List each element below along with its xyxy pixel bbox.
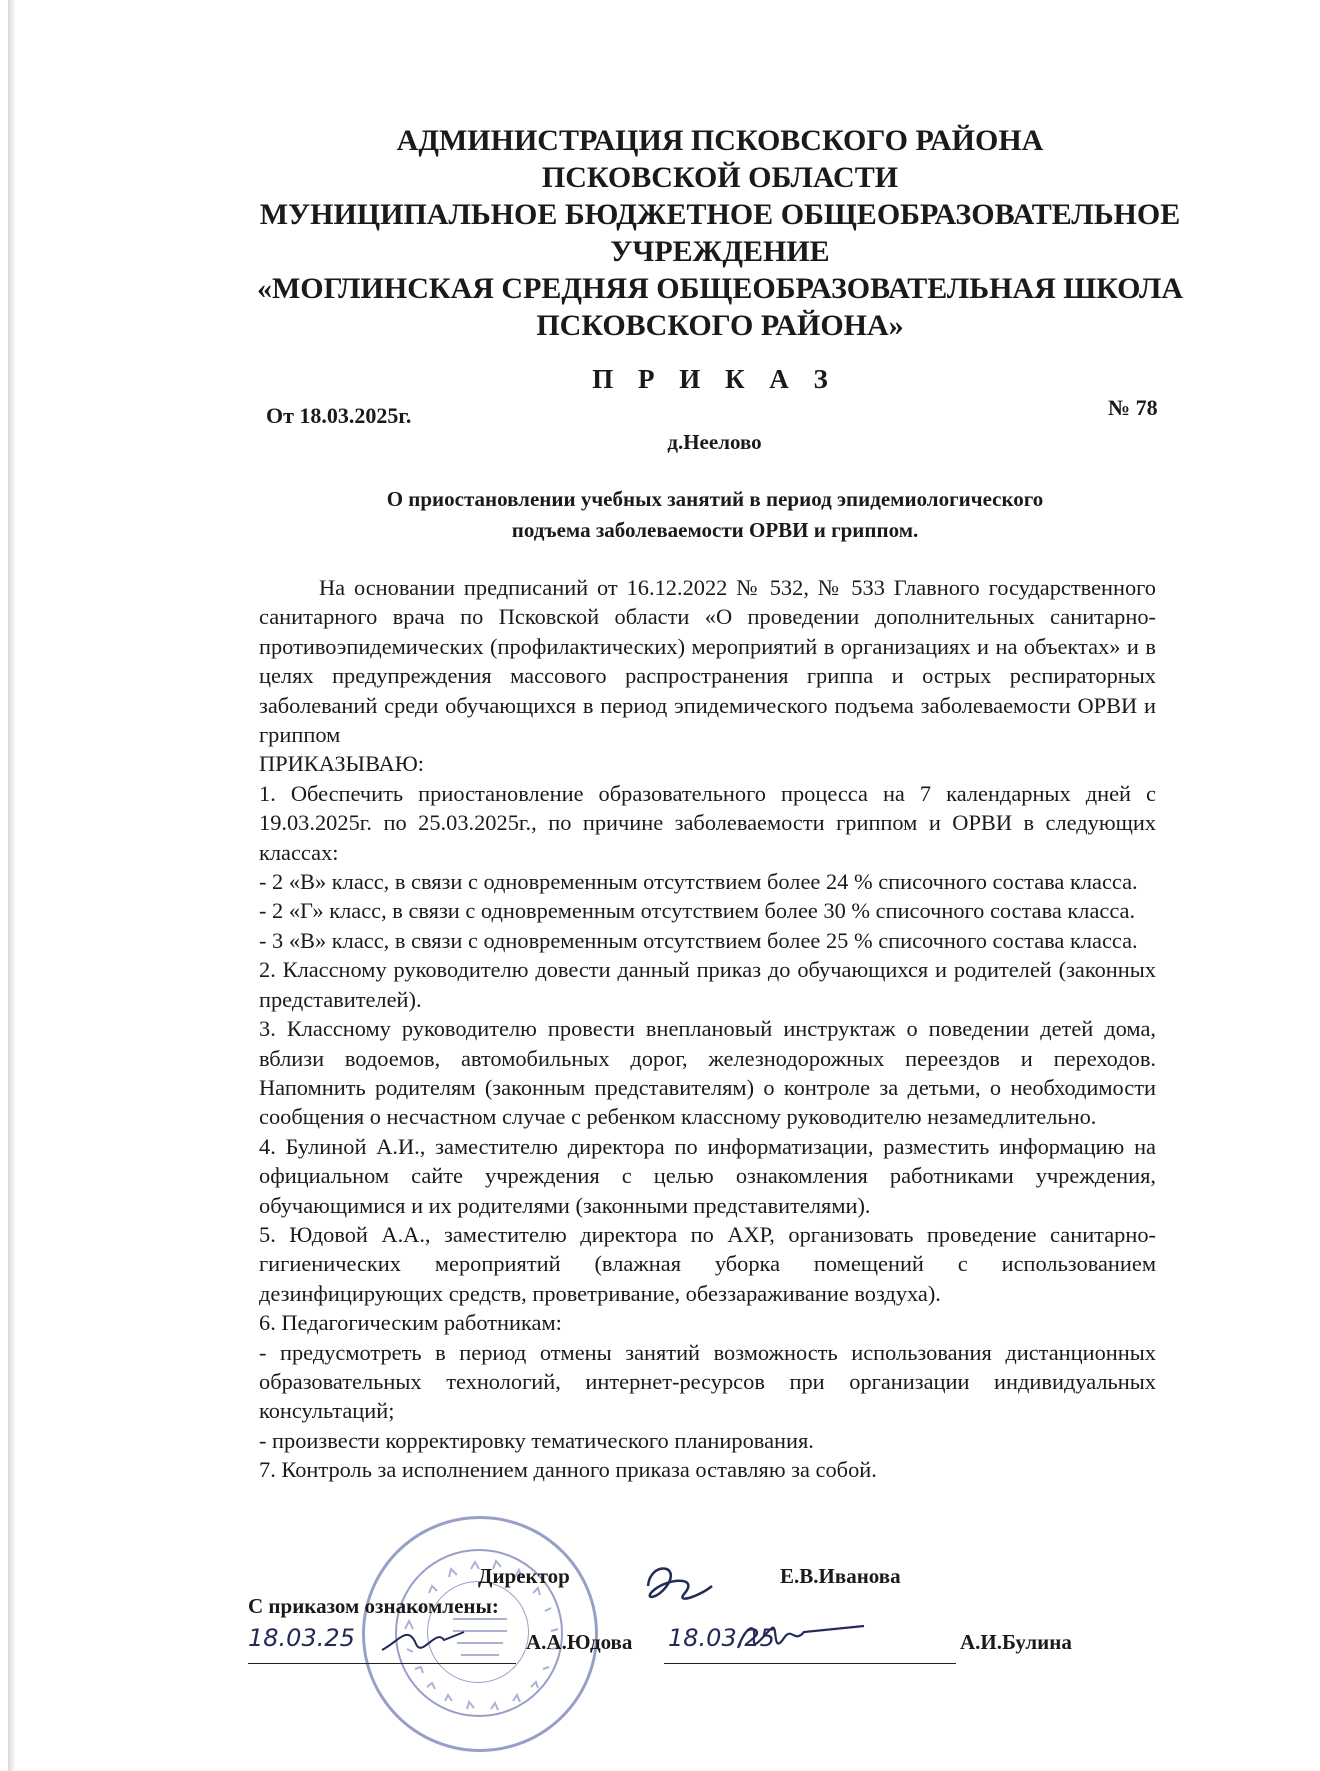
director-name: Е.В.Иванова xyxy=(780,1564,901,1588)
order-title: П Р И К А З xyxy=(592,364,837,394)
bulina-signature xyxy=(732,1608,872,1673)
order-item: 2. Классному руководителю довести данный приказ до обучающихся и родителей (законных представителей). xyxy=(259,957,1156,1012)
page-edge-shadow xyxy=(8,0,16,1771)
order-subitem: - 3 «В» класс, в связи с одновременным отсутствием более 25 % списочного состава класса. xyxy=(259,927,1138,953)
acknowledgement-date: 18.03.25 xyxy=(248,1624,355,1652)
header-line: АДМИНИСТРАЦИЯ ПСКОВСКОГО РАЙОНА xyxy=(396,124,1044,157)
order-subitem: - произвести корректировку тематического планирования. xyxy=(259,1427,814,1453)
subject-line: О приостановлении учебных занятий в период эпидемиологического xyxy=(386,487,1044,511)
header-line: «МОГЛИНСКАЯ СРЕДНЯЯ ОБЩЕОБРАЗОВАТЕЛЬНАЯ ШКОЛА xyxy=(256,272,1184,305)
order-body xyxy=(259,573,1156,1485)
director-signature xyxy=(640,1556,720,1621)
command-word: ПРИКАЗЫВАЮ: xyxy=(259,751,425,777)
acknowledgement-name: А.И.Булина xyxy=(960,1630,1072,1654)
order-subitem: - предусмотреть в период отмены занятий возможность использования дистанционных образовательных технологий, интернет-ресурсов при организации индивидуальных консультаций; xyxy=(259,1339,1156,1424)
order-place: д.Неелово xyxy=(667,430,762,454)
order-subitem: - 2 «Г» класс, в связи с одновременным отсутствием более 30 % списочного состава класса. xyxy=(259,898,1136,924)
order-number: № 78 xyxy=(1108,395,1158,420)
order-item: 5. Юдовой А.А., заместителю директора по АХР, организовать проведение санитарно-гигиенических мероприятий (влажная уборка помещений с использованием дезинфицирующих средств, проветривание, обеззараживание воздуха). xyxy=(259,1221,1156,1306)
order-item: 4. Булиной А.И., заместителю директора по информатизации, разместить информацию на официальном сайте учреждения с целью ознакомления работниками учреждения, обучающимися и их родителями (законными представителями). xyxy=(259,1133,1156,1218)
acknowledgement-name: А.А.Юдова xyxy=(526,1630,633,1654)
order-subject xyxy=(300,484,1130,546)
yudova-signature xyxy=(378,1614,468,1669)
preamble-paragraph: На основании предписаний от 16.12.2022 № 532, № 533 Главного государственного санитарного врача по Псковской области «О проведении дополнительных санитарно-противоэпидемических (профилактических) мероприятий в организациях и на объектах» и в целях предупреждения массового распространения гриппа и острых респираторных заболеваний среди обучающихся в период эпидемического подъема заболеваемости ОРВИ и гриппом xyxy=(259,575,1156,748)
acknowledgement-date: 18.03.25 xyxy=(668,1624,775,1652)
order-subitem: - 2 «В» класс, в связи с одновременным отсутствием более 24 % списочного состава класса. xyxy=(259,869,1138,895)
header-line: УЧРЕЖДЕНИЕ xyxy=(610,235,830,268)
header-line: МУНИЦИПАЛЬНОЕ БЮДЖЕТНОЕ ОБЩЕОБРАЗОВАТЕЛЬНОЕ xyxy=(259,198,1181,231)
header-line: ПСКОВСКОЙ ОБЛАСТИ xyxy=(541,161,899,194)
order-item: 6. Педагогическим работникам: xyxy=(259,1310,562,1336)
order-item: 7. Контроль за исполнением данного приказа оставляю за собой. xyxy=(259,1457,877,1483)
order-item: 3. Классному руководителю провести внеплановый инструктаж о поведении детей дома, вблизи водоемов, автомобильных дорог, железнодорожных переездов и переходов. Напомнить родителям (законным представителям) о контроле за детьми, о необходимости сообщения о несчастном случае с ребенком классному руководителю незамедлительно. xyxy=(259,1016,1156,1130)
acknowledgement-row-bulina xyxy=(664,1620,1094,1664)
document-header xyxy=(240,122,1200,344)
subject-line: подъема заболеваемости ОРВИ и гриппом. xyxy=(511,518,919,542)
header-line: ПСКОВСКОГО РАЙОНА» xyxy=(536,309,904,342)
order-date: От 18.03.2025г. xyxy=(266,403,412,428)
director-label: Директор xyxy=(478,1564,570,1588)
acknowledgement-label: С приказом ознакомлены: xyxy=(248,1594,499,1618)
order-item: 1. Обеспечить приостановление образовательного процесса на 7 календарных дней с 19.03.2025г. по 25.03.2025г., по причине заболеваемости гриппом и ОРВИ в следующих классах: xyxy=(259,780,1156,865)
